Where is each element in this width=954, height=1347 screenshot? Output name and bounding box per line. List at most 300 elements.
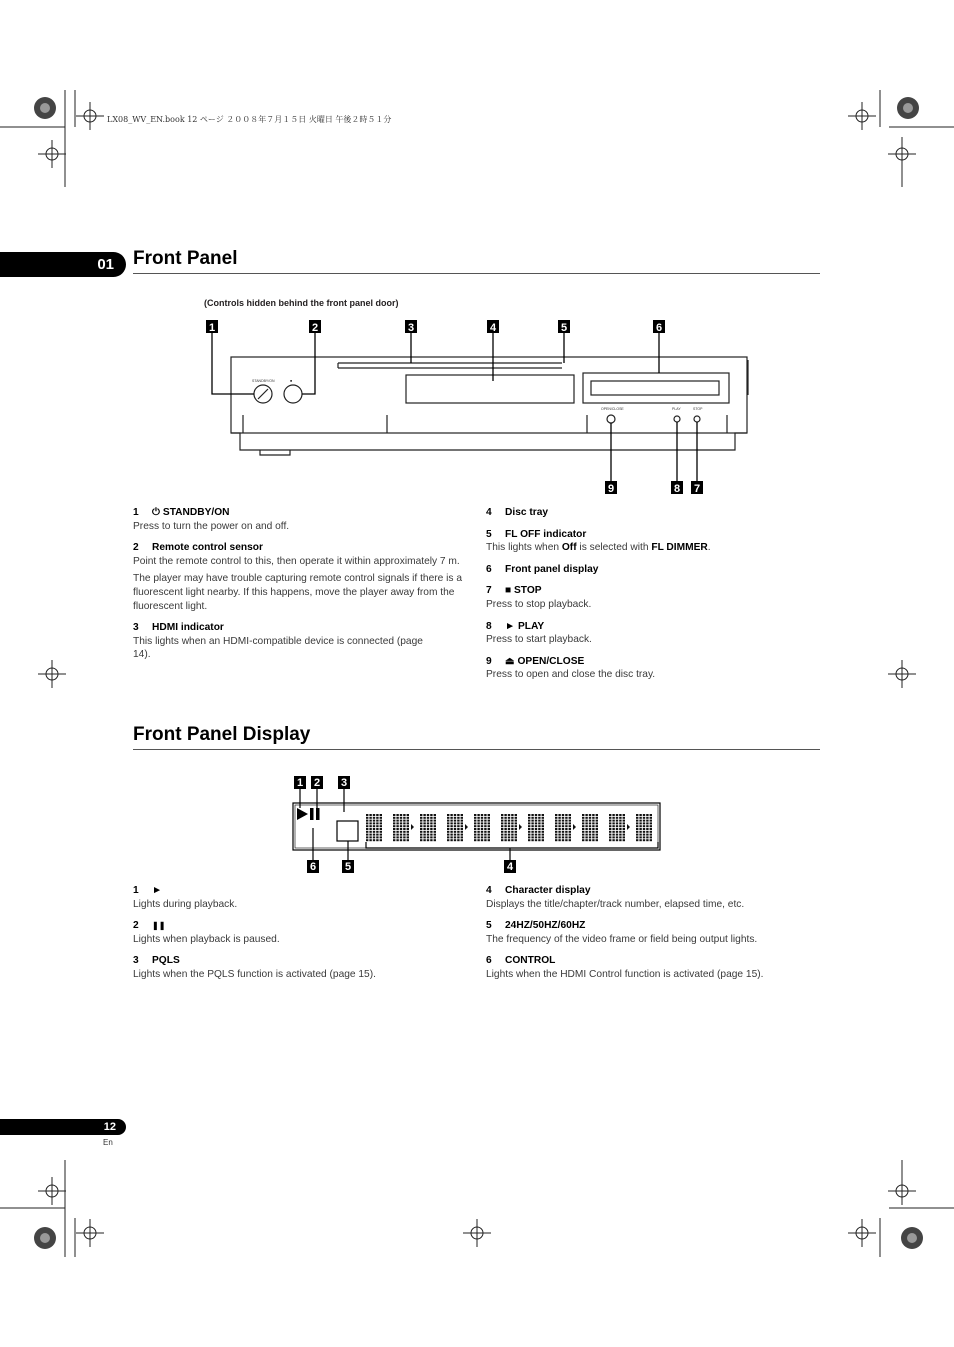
list-item bbox=[486, 584, 822, 611]
fl-dot bbox=[511, 817, 513, 819]
fl-dot bbox=[639, 820, 641, 822]
fl-dot bbox=[477, 831, 479, 833]
callout-1: 1 bbox=[208, 322, 216, 334]
fl-dot bbox=[643, 825, 645, 827]
fl-dot bbox=[531, 828, 533, 830]
fl-dot bbox=[535, 817, 537, 819]
item-title: PLAY bbox=[517, 620, 545, 632]
fl-dot bbox=[542, 834, 544, 836]
fl-dot bbox=[585, 831, 587, 833]
fl-dot bbox=[565, 822, 567, 824]
fl-dot bbox=[589, 814, 591, 816]
callout-8: 8 bbox=[673, 483, 681, 495]
fl-dot bbox=[609, 836, 611, 838]
fl-dot bbox=[427, 828, 429, 830]
fl-dot bbox=[538, 828, 540, 830]
fl-dot bbox=[636, 817, 638, 819]
fl-dot bbox=[434, 834, 436, 836]
fl-dot bbox=[457, 822, 459, 824]
fl-dot bbox=[423, 820, 425, 822]
item-number: 3 bbox=[133, 955, 139, 967]
fl-dot bbox=[396, 836, 398, 838]
fl-dot bbox=[623, 828, 625, 830]
list-item bbox=[133, 919, 469, 946]
fl-dot bbox=[619, 814, 621, 816]
fl-dot bbox=[484, 814, 486, 816]
fl-dot bbox=[474, 831, 476, 833]
fl-dot bbox=[501, 834, 503, 836]
fl-dot bbox=[515, 836, 517, 838]
item-description: The frequency of the video frame or field being output lights. bbox=[486, 933, 758, 945]
fl-dot bbox=[457, 817, 459, 819]
disc-tray bbox=[406, 375, 574, 403]
fl-dot bbox=[650, 834, 652, 836]
fl-dot bbox=[407, 814, 409, 816]
fl-separator bbox=[411, 824, 414, 830]
fl-dot bbox=[623, 822, 625, 824]
fl-dot bbox=[420, 836, 422, 838]
fl-dot bbox=[447, 828, 449, 830]
fl-dot bbox=[447, 831, 449, 833]
fl-dot bbox=[589, 822, 591, 824]
fl-dot bbox=[407, 825, 409, 827]
fl-dot bbox=[511, 834, 513, 836]
fl-dot bbox=[447, 817, 449, 819]
fl-dot bbox=[373, 831, 375, 833]
fl-dot bbox=[373, 822, 375, 824]
fl-dot bbox=[515, 831, 517, 833]
fl-dot bbox=[562, 831, 564, 833]
fl-dot bbox=[538, 822, 540, 824]
fl-dot bbox=[558, 836, 560, 838]
fl-dot bbox=[585, 839, 587, 841]
open-close-button bbox=[607, 415, 615, 423]
fl-dot bbox=[650, 825, 652, 827]
fl-dot bbox=[515, 834, 517, 836]
fl-dot bbox=[639, 836, 641, 838]
fl-dot bbox=[542, 820, 544, 822]
fl-dot bbox=[484, 825, 486, 827]
fl-dot bbox=[380, 836, 382, 838]
fl-dot bbox=[623, 820, 625, 822]
fl-dot bbox=[639, 828, 641, 830]
fl-dot bbox=[619, 839, 621, 841]
fl-dot bbox=[646, 825, 648, 827]
fl-dot bbox=[461, 817, 463, 819]
fl-dot bbox=[619, 828, 621, 830]
fl-dot bbox=[376, 836, 378, 838]
fl-dot bbox=[619, 820, 621, 822]
fl-dot bbox=[592, 820, 594, 822]
fl-dot bbox=[488, 822, 490, 824]
item-number: 4 bbox=[486, 885, 492, 896]
item-description: This lights when an HDMI-compatible device is connected (page 14). bbox=[133, 635, 423, 661]
fl-dot bbox=[562, 836, 564, 838]
fl-dot bbox=[457, 839, 459, 841]
fl-dot bbox=[535, 836, 537, 838]
fl-dot bbox=[535, 839, 537, 841]
fl-separator bbox=[573, 824, 576, 830]
fl-dot bbox=[488, 834, 490, 836]
fl-dot bbox=[538, 814, 540, 816]
fl-dot bbox=[504, 814, 506, 816]
fl-dot bbox=[616, 836, 618, 838]
fl-dot bbox=[508, 825, 510, 827]
fl-dot bbox=[531, 836, 533, 838]
fl-dot bbox=[569, 822, 571, 824]
fl-dot bbox=[589, 831, 591, 833]
fl-dot bbox=[380, 839, 382, 841]
fl-dot bbox=[582, 820, 584, 822]
eject-icon: ⏏ bbox=[505, 655, 515, 667]
fl-dot bbox=[420, 814, 422, 816]
fl-dot bbox=[430, 839, 432, 841]
fl-dot bbox=[420, 820, 422, 822]
fl-dot bbox=[569, 825, 571, 827]
fl-dot bbox=[450, 814, 452, 816]
fl-dot bbox=[484, 822, 486, 824]
fl-dot bbox=[461, 839, 463, 841]
fl-dot bbox=[376, 825, 378, 827]
fl-dot bbox=[650, 828, 652, 830]
fl-dot bbox=[461, 822, 463, 824]
fl-dot bbox=[538, 834, 540, 836]
fl-dot bbox=[569, 814, 571, 816]
fl-dot bbox=[542, 828, 544, 830]
fl-dot bbox=[427, 817, 429, 819]
fl-dot bbox=[538, 817, 540, 819]
fl-dot bbox=[373, 817, 375, 819]
item-number: 2 bbox=[133, 542, 139, 554]
fl-dot bbox=[646, 834, 648, 836]
fl-dot bbox=[535, 820, 537, 822]
fl-dot bbox=[636, 820, 638, 822]
fl-dot bbox=[450, 820, 452, 822]
item-number: 1 bbox=[133, 507, 139, 518]
fl-dot bbox=[373, 836, 375, 838]
fl-dot bbox=[646, 839, 648, 841]
fl-dot bbox=[650, 831, 652, 833]
fl-dot bbox=[400, 834, 402, 836]
fl-dot bbox=[538, 825, 540, 827]
fl-dot bbox=[535, 834, 537, 836]
fl-dot bbox=[528, 828, 530, 830]
fl-dot bbox=[609, 822, 611, 824]
fl-dot bbox=[430, 822, 432, 824]
fl-dot bbox=[650, 817, 652, 819]
fl-dot bbox=[569, 839, 571, 841]
fl-dot bbox=[400, 831, 402, 833]
fl-dot bbox=[531, 822, 533, 824]
fl-dot bbox=[400, 822, 402, 824]
fl-dot bbox=[488, 820, 490, 822]
fl-dot bbox=[636, 828, 638, 830]
fl-dot bbox=[565, 828, 567, 830]
fl-dot bbox=[434, 828, 436, 830]
list-item bbox=[486, 954, 826, 981]
fl-dot bbox=[582, 831, 584, 833]
fl-dot bbox=[639, 817, 641, 819]
frequency-indicator bbox=[337, 821, 358, 841]
fl-dot bbox=[484, 836, 486, 838]
fl-dot bbox=[542, 836, 544, 838]
fl-dot bbox=[454, 836, 456, 838]
fl-dot bbox=[484, 817, 486, 819]
fl-dot bbox=[501, 820, 503, 822]
fl-dot bbox=[461, 820, 463, 822]
fl-dot bbox=[616, 831, 618, 833]
fl-dot bbox=[565, 834, 567, 836]
item-description: Lights when the PQLS function is activated (page 15). bbox=[133, 968, 376, 980]
fl-dot bbox=[565, 831, 567, 833]
fl-dot bbox=[474, 822, 476, 824]
fl-dot bbox=[457, 828, 459, 830]
fl-dot bbox=[592, 836, 594, 838]
fl-dot bbox=[454, 817, 456, 819]
fl-dot bbox=[565, 817, 567, 819]
fl-dot bbox=[393, 820, 395, 822]
fl-dot bbox=[639, 822, 641, 824]
fl-dot bbox=[562, 828, 564, 830]
fl-dot bbox=[427, 834, 429, 836]
fl-dot bbox=[420, 839, 422, 841]
fl-dot bbox=[596, 825, 598, 827]
fl-dot bbox=[504, 839, 506, 841]
fl-dot bbox=[373, 825, 375, 827]
fl-dot bbox=[531, 814, 533, 816]
fl-dot bbox=[477, 820, 479, 822]
fl-dot bbox=[393, 831, 395, 833]
display-callout-1: 1 bbox=[296, 777, 304, 789]
fl-dot bbox=[454, 839, 456, 841]
fl-dot bbox=[646, 828, 648, 830]
fl-dot bbox=[376, 831, 378, 833]
power-icon: ⏻ bbox=[152, 507, 161, 518]
svg-text:STANDBY/ON: STANDBY/ON bbox=[252, 379, 275, 383]
fl-dot bbox=[623, 836, 625, 838]
item-title: STANDBY/ON bbox=[162, 507, 230, 518]
fl-dot bbox=[450, 822, 452, 824]
fl-dot bbox=[407, 817, 409, 819]
callout-5: 5 bbox=[560, 322, 568, 334]
list-item bbox=[133, 884, 469, 911]
fl-dot bbox=[501, 839, 503, 841]
fl-dot bbox=[376, 834, 378, 836]
fl-dot bbox=[403, 839, 405, 841]
list-item bbox=[133, 621, 469, 662]
fl-dot bbox=[515, 822, 517, 824]
fl-separator bbox=[519, 824, 522, 830]
item-number: 5 bbox=[486, 920, 492, 932]
fl-dot bbox=[373, 839, 375, 841]
fl-dot bbox=[380, 831, 382, 833]
fl-dot bbox=[623, 817, 625, 819]
fl-dot bbox=[484, 839, 486, 841]
fl-dot bbox=[528, 814, 530, 816]
fl-dot bbox=[376, 814, 378, 816]
fl-dot bbox=[461, 825, 463, 827]
fl-dot bbox=[643, 834, 645, 836]
fl-dot bbox=[609, 839, 611, 841]
fl-dot bbox=[430, 817, 432, 819]
fl-dot bbox=[393, 834, 395, 836]
item-number: 4 bbox=[486, 507, 492, 518]
front-panel-left-column bbox=[133, 506, 469, 670]
fl-dot bbox=[511, 831, 513, 833]
front-panel-display-diagram bbox=[288, 772, 668, 880]
fl-dot bbox=[396, 831, 398, 833]
item-description: Press to stop playback. bbox=[486, 598, 592, 610]
fl-dot bbox=[450, 828, 452, 830]
fl-dot bbox=[407, 831, 409, 833]
fl-dot bbox=[592, 834, 594, 836]
item-description: This lights when Off is selected with FL DIMMER. bbox=[486, 542, 711, 554]
item-number: 6 bbox=[486, 563, 492, 575]
fl-dot bbox=[407, 820, 409, 822]
fl-dot bbox=[380, 820, 382, 822]
list-item bbox=[486, 563, 822, 577]
fl-dot bbox=[531, 817, 533, 819]
fl-dot bbox=[612, 839, 614, 841]
fl-dot bbox=[636, 834, 638, 836]
fl-dot bbox=[558, 817, 560, 819]
fl-dot bbox=[369, 831, 371, 833]
fl-dot bbox=[477, 834, 479, 836]
fl-dot bbox=[488, 817, 490, 819]
fl-dot bbox=[612, 822, 614, 824]
fl-separator bbox=[627, 824, 630, 830]
fl-dot bbox=[450, 834, 452, 836]
fl-dot bbox=[515, 820, 517, 822]
fl-dot bbox=[488, 825, 490, 827]
fl-dot bbox=[369, 839, 371, 841]
fl-dot bbox=[589, 817, 591, 819]
fl-dot bbox=[504, 828, 506, 830]
fl-dot bbox=[420, 834, 422, 836]
fl-dot bbox=[407, 828, 409, 830]
fl-dot bbox=[623, 825, 625, 827]
fl-dot bbox=[609, 820, 611, 822]
fl-dot bbox=[589, 839, 591, 841]
fl-dot bbox=[366, 825, 368, 827]
fl-dot bbox=[616, 820, 618, 822]
remote-sensor bbox=[284, 385, 302, 403]
fl-dot bbox=[376, 820, 378, 822]
item-description: Press to start playback. bbox=[486, 634, 592, 646]
item-description: Displays the title/chapter/track number, elapsed time, etc. bbox=[486, 898, 745, 910]
fl-dot bbox=[542, 814, 544, 816]
callout-2: 2 bbox=[311, 322, 319, 334]
item-number: 9 bbox=[486, 655, 492, 667]
fl-dot bbox=[400, 836, 402, 838]
item-description: The player may have trouble capturing remote control signals if there is a fluorescent light nearby. If this happens, move the player away from the fluorescent light. bbox=[133, 573, 462, 612]
fl-dot bbox=[403, 814, 405, 816]
item-description: Lights when playback is paused. bbox=[133, 933, 280, 945]
fl-dot bbox=[555, 817, 557, 819]
fl-dot bbox=[619, 817, 621, 819]
fl-dot bbox=[434, 820, 436, 822]
fl-dot bbox=[515, 839, 517, 841]
fl-dot bbox=[558, 834, 560, 836]
fl-dot bbox=[434, 831, 436, 833]
fl-dot bbox=[481, 817, 483, 819]
fl-dot bbox=[528, 834, 530, 836]
display-callout-6: 6 bbox=[309, 861, 317, 873]
fl-dot bbox=[636, 825, 638, 827]
fl-dot bbox=[619, 831, 621, 833]
fl-dot bbox=[650, 836, 652, 838]
list-item bbox=[133, 954, 469, 981]
fl-dot bbox=[639, 825, 641, 827]
fl-dot bbox=[403, 817, 405, 819]
fl-dot bbox=[612, 836, 614, 838]
fl-dot bbox=[565, 814, 567, 816]
fl-dot bbox=[508, 814, 510, 816]
fl-dot bbox=[515, 828, 517, 830]
fl-dot bbox=[542, 825, 544, 827]
fl-dot bbox=[454, 820, 456, 822]
fl-dot bbox=[434, 822, 436, 824]
item-title: PQLS bbox=[152, 955, 180, 967]
page-number: 12 bbox=[103, 1121, 116, 1133]
fl-dot bbox=[403, 828, 405, 830]
front-panel-diagram bbox=[200, 315, 760, 500]
fl-dot bbox=[619, 836, 621, 838]
fl-dot bbox=[369, 820, 371, 822]
display-callout-5: 5 bbox=[344, 861, 352, 873]
section-rule bbox=[133, 749, 820, 750]
fl-dot bbox=[616, 814, 618, 816]
fl-dot bbox=[369, 817, 371, 819]
fl-dot bbox=[427, 825, 429, 827]
fl-dot bbox=[555, 820, 557, 822]
fl-dot bbox=[477, 814, 479, 816]
fl-dot bbox=[565, 836, 567, 838]
fl-dot bbox=[589, 820, 591, 822]
fl-dot bbox=[646, 820, 648, 822]
fl-dot bbox=[646, 822, 648, 824]
fl-dot bbox=[400, 828, 402, 830]
fl-dot bbox=[461, 836, 463, 838]
item-title: Front panel display bbox=[505, 563, 599, 575]
fl-dot bbox=[488, 828, 490, 830]
fl-dot bbox=[430, 831, 432, 833]
fl-dot bbox=[596, 831, 598, 833]
fl-dot bbox=[542, 817, 544, 819]
fl-dot bbox=[555, 836, 557, 838]
fl-dot bbox=[373, 834, 375, 836]
fl-dot bbox=[623, 831, 625, 833]
fl-dot bbox=[457, 831, 459, 833]
fl-dot bbox=[565, 820, 567, 822]
fl-dot bbox=[481, 834, 483, 836]
fl-dot bbox=[650, 839, 652, 841]
fl-dot bbox=[369, 836, 371, 838]
fl-dot bbox=[555, 839, 557, 841]
fl-dot bbox=[643, 836, 645, 838]
fl-dot bbox=[396, 839, 398, 841]
callout-4: 4 bbox=[489, 322, 497, 334]
fl-dot bbox=[585, 817, 587, 819]
item-title: FL OFF indicator bbox=[505, 528, 587, 540]
fl-dot bbox=[508, 828, 510, 830]
item-title: Character display bbox=[505, 885, 591, 896]
fl-dot bbox=[623, 814, 625, 816]
fl-dot bbox=[393, 814, 395, 816]
fl-dot bbox=[420, 822, 422, 824]
fl-dot bbox=[515, 814, 517, 816]
item-number: 1 bbox=[133, 885, 139, 896]
